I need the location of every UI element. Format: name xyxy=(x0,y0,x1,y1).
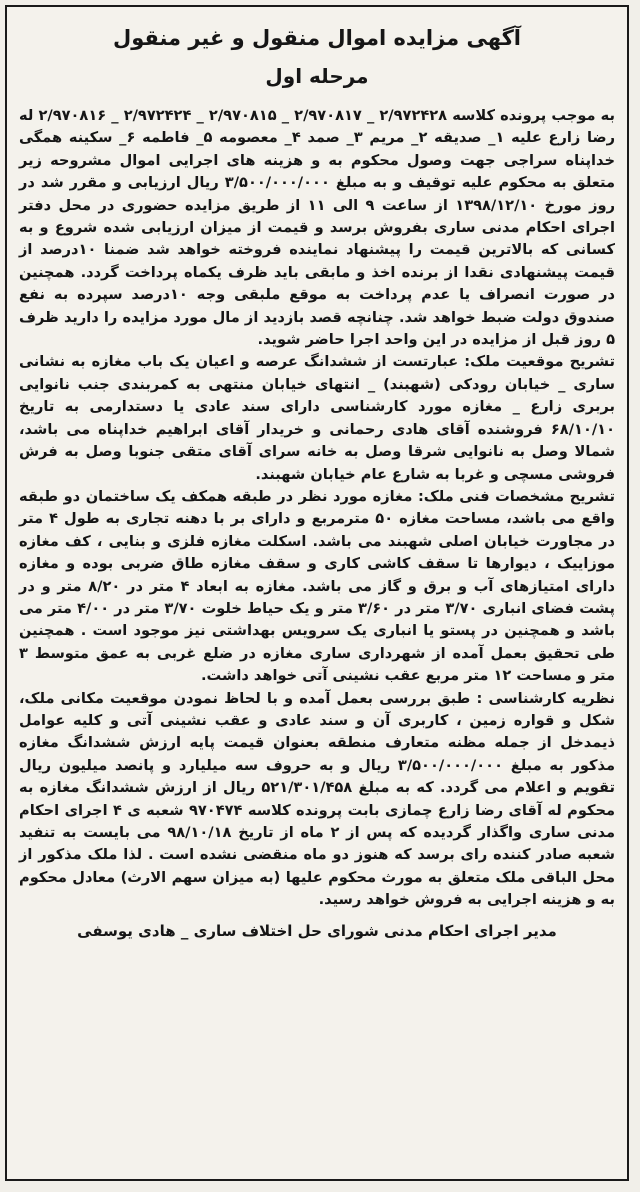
paragraph-auction-terms: به موجب پرونده کلاسه ۲/۹۷۲۴۲۸ _ ۲/۹۷۰۸۱۷ _ ۲/۹۷۰۸۱۵ _ ۲/۹۷۲۴۲۴ _ ۲/۹۷۰۸۱۶ له رضا زارع علیه ۱_ صدیقه ۲_ مریم ۳_ صمد ۴_ معصومه ۵_ فاطمه ۶_ سکینه همگی خداپناه سراجی جهت وصول محکوم به و هزینه های اجرایی اموال مشروحه زیر متعلق به محکوم علیه توقیف و به مبلغ ۳/۵۰۰/۰۰۰/۰۰۰ ریال ارزیابی و مقرر شد در روز مورخ ۱۳۹۸/۱۲/۱۰ از ساعت ۹ الی ۱۱ از طریق مزایده حضوری در محل دفتر اجرای احکام مدنی ساری بفروش برسد و قیمت از میزان ارزیابی شده شروع و به کسانی که بالاترین قیمت را پیشنهاد نماینده فروخته خواهد شد ضمنا ۱۰درصد از قیمت پیشنهادی نقدا از برنده اخذ و مابقی باید ظرف یکماه پرداخت گردد. همچنین در صورت انصراف یا عدم پرداخت به موقع ملبقی وجه ۱۰درصد سپرده به نفع صندوق دولت ضبط خواهد شد. چنانچه قصد بازدید از مال مورد مزایده را دارید ظرف ۵ روز قبل از مزایده در این واحد اجرا حاضر شوید. xyxy=(19,107,616,349)
paragraph-property-location: تشریح موقعیت ملک: عبارتست از ششدانگ عرصه و اعیان یک باب مغازه به نشانی ساری _ خیابان رودکی (شهبند) _ انتهای خیابان منتهی به کمربندی جنب نانوایی بربری زارع _ مغازه مورد کارشناسی دارای سند عادی یا دستدارمی به تاریخ ۶۸/۱۰/۱۰ فروشنده آقای هادی رحمانی و خریدار آقای ابراهیم خداپناه می باشد، شمالا وصل به نانوایی شرقا وصل به خانه سرای آقای متقی جنوبا وصل به فرش فروشی مسچی و غربا به شارع عام خیابان شهبند. xyxy=(19,353,615,483)
paragraph-expert-opinion: نظریه کارشناسی : طبق بررسی بعمل آمده و با لحاظ نمودن موقعیت مکانی ملک، شکل و قواره زمین ، کاربری آن و سند عادی و عقب نشینی آتی و کلیه عوامل ذیمدخل از جمله مظنه متعارف منطقه بعنوان قیمت پایه ارزش ششدانگ مغازه مذکور به مبلغ ۳/۵۰۰/۰۰۰/۰۰۰ ریال و به حروف سه میلیارد و پانصد میلیون ریال تقویم و اعلام می گردد. که به مبلغ ۵۲۱/۳۰۱/۴۵۸ ریال از ارزش ششدانگ مغازه به محکوم له آقای رضا زارع چمازی بابت پرونده کلاسه ۹۷۰۴۷۴ شعبه ی ۴ اجرای احکام مدنی ساری واگذار گردیده که پس از ۲ ماه از تاریخ ۹۸/۱۰/۱۸ می بایست به تنفید شعبه صادر کننده رای برسد که هنوز دو ماه منقضی نشده است . لذا ملک مذکور از محل الباقی ملک متعلق به مورث محکوم علیها (به میزان سهم الارث) معادل محکوم به و هزینه اجرایی به فروش خواهد رسید. xyxy=(19,689,616,909)
notice-title: آگهی مزایده اموال منقول و غیر منقول xyxy=(112,26,522,50)
notice-body xyxy=(7,105,627,912)
notice-subtitle: مرحله اول xyxy=(265,64,369,88)
notice-page xyxy=(5,5,629,1181)
paragraph-technical-specs: تشریح مشخصات فنی ملک: مغازه مورد نظر در طبقه همکف یک ساختمان دو طبقه واقع می باشد، مساحت مغازه ۵۰ مترمربع و دارای بر با دهنه تجاری به طول ۴ متر در مجاورت خیابان اصلی شهبند می باشد. اسکلت مغازه فلزی و بنایی ، کف مغازه موزاییک ، دیوارها تا سقف کاشی کاری و سقف مغازه طاق ضربی بوده و مغازه دارای امتیازهای آب و برق و گاز می باشد. مغازه به ابعاد ۴ متر در ۸/۲۰ متر و در پشت فضای انباری ۳/۷۰ متر در ۳/۶۰ متر و یک حیاط خلوت ۳/۷۰ متر در ۴/۰۰ متر می باشد و همچنین در پستو یا انباری یک سرویس بهداشتی نیز موجود است . همچنین طی تحقیق بعمل آمده از شهرداری ساری مغازه در ضلع غربی به عمق متوسط ۳ متر و مساحت ۱۲ متر مربع عقب نشینی آتی خواهد داشت. xyxy=(19,487,615,685)
signature-line: مدیر اجرای احکام مدنی شورای حل اختلاف ساری _ هادی یوسفی xyxy=(77,921,557,940)
